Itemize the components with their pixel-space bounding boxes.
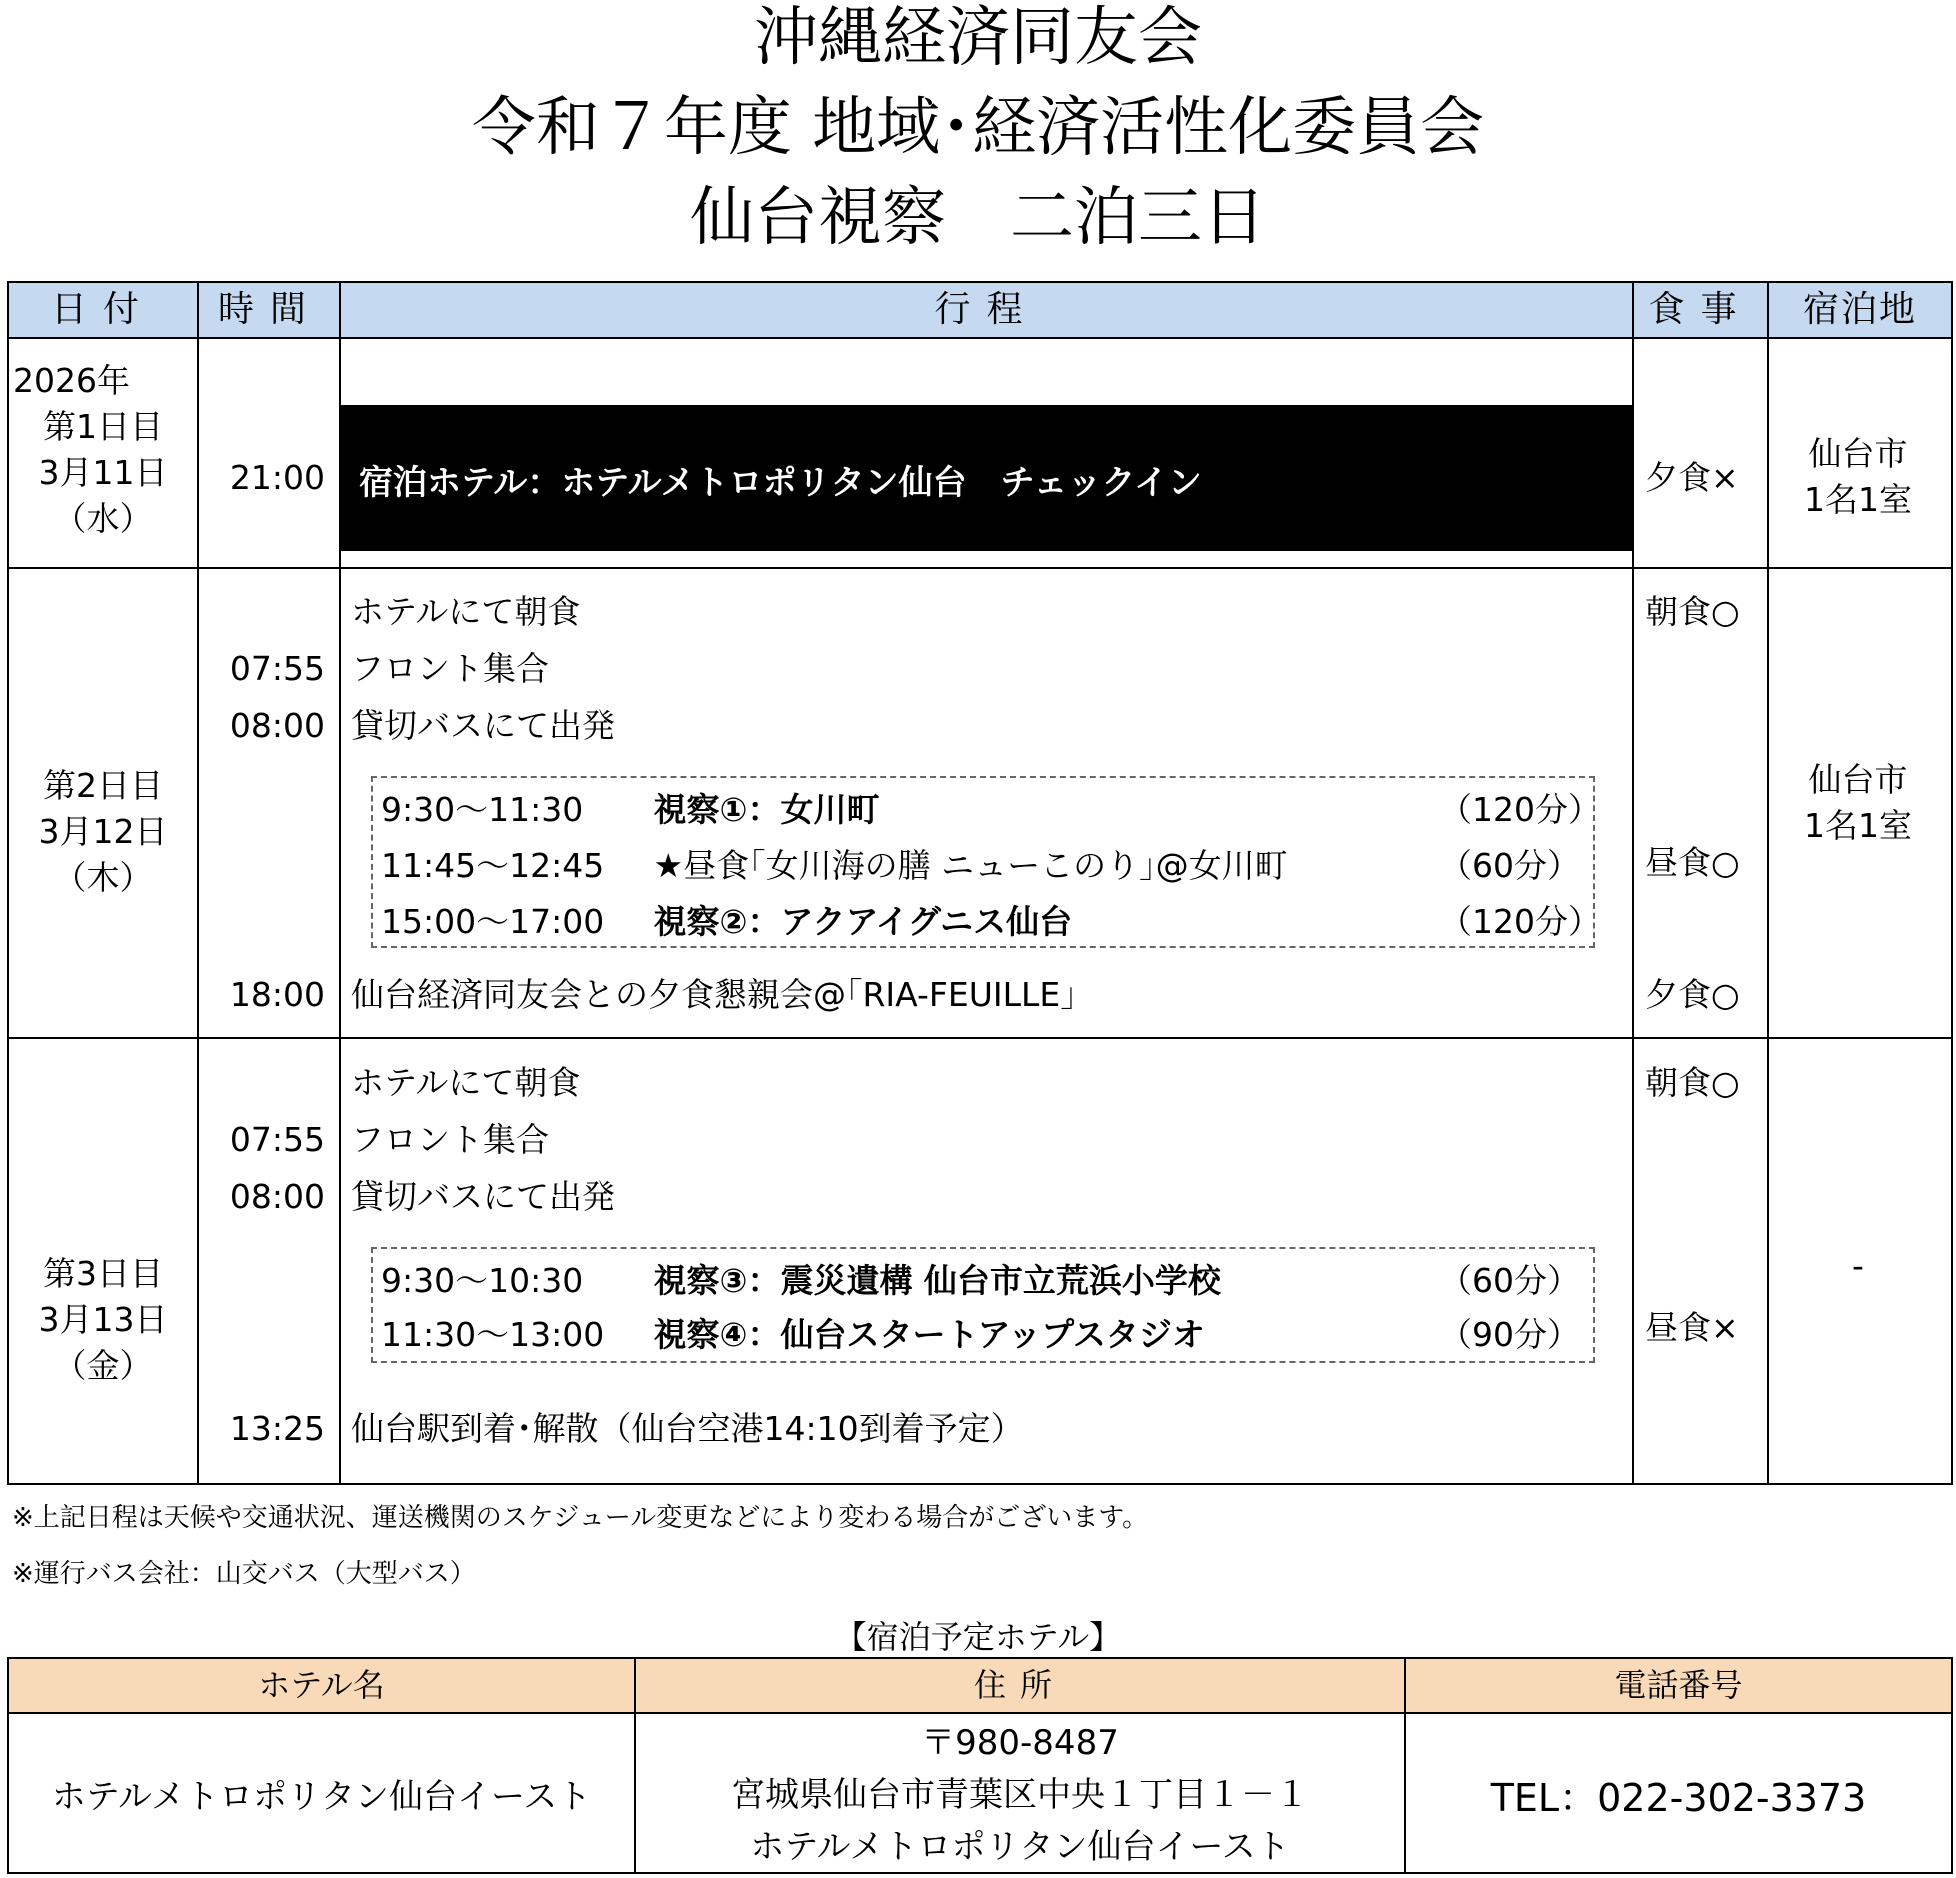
hotel-phone: TEL：022-302-3373 (1490, 1776, 1867, 1820)
visit-time: 9:30～11:30 (381, 790, 584, 829)
day3-meal-breakfast: 朝食○ (1645, 1063, 1740, 1102)
day2-meal-lunch: 昼食○ (1645, 843, 1740, 882)
day1-time: 21:00 (229, 458, 325, 497)
visit-label: 視察②：アクアイグニス仙台 (653, 902, 1073, 941)
day3-date (9, 1251, 197, 1389)
note-bus-company: ※運行バス会社：山交バス（大型バス） (12, 1559, 476, 1589)
day2-meal-breakfast: 朝食○ (1645, 592, 1740, 631)
day2-date (9, 763, 197, 901)
visit-duration: （120分） (1439, 902, 1601, 941)
hotel-building-name: ホテルメトロポリタン仙台イースト (750, 1827, 1290, 1867)
day1-lodging (1763, 431, 1953, 523)
day3-time-depart: 08:00 (229, 1177, 325, 1216)
hotel-header-row (9, 1659, 1951, 1714)
day2-lodging (1763, 757, 1953, 849)
title-line-2: 令和７年度 地域･経済活性化委員会 (471, 91, 1485, 165)
day2-lodging-room: 1名1室 (1804, 806, 1912, 845)
visit-duration: （90分） (1439, 1315, 1580, 1354)
day2-day-number: 第2日目 (43, 766, 163, 805)
visit-time: 15:00～17:00 (381, 902, 605, 941)
hotel-address (636, 1717, 1404, 1873)
day2-item-depart: 貸切バスにて出発 (351, 706, 615, 745)
hotel-column-divider (1404, 1659, 1406, 1872)
day3-item-breakfast: ホテルにて朝食 (351, 1063, 581, 1102)
day2-visit-row (381, 896, 1601, 943)
schedule-header-row (9, 283, 1951, 339)
visit-label: ★昼食｢女川海の膳 ニューこのり｣@女川町 (653, 846, 1288, 885)
day2-item-assembly: フロント集合 (351, 649, 549, 688)
day2-visit-row (381, 784, 1601, 831)
column-divider (1632, 283, 1634, 1483)
visit-time: 11:45～12:45 (381, 846, 605, 885)
header-itinerary: 行程 (934, 289, 1039, 330)
day1-day-date: 3月11日 (38, 453, 168, 492)
day2-visit-box (371, 776, 1601, 948)
day1-year: 2026年 (13, 361, 130, 400)
visit-duration: （60分） (1439, 1261, 1580, 1300)
visit-time: 9:30～10:30 (381, 1261, 584, 1300)
header-meal: 食事 (1648, 289, 1753, 330)
day2-item-dinner: 仙台経済同友会との夕食懇親会@｢RIA-FEUILLE｣ (351, 975, 1077, 1014)
title-line-3: 仙台視察 二泊三日 (690, 181, 1266, 255)
day3-time-arrival: 13:25 (229, 1409, 325, 1448)
day1-weekday: （水） (53, 499, 153, 538)
schedule-table (7, 281, 1953, 1485)
day2-lodging-city: 仙台市 (1808, 760, 1908, 799)
hotel-name: ホテルメトロポリタン仙台イースト (51, 1777, 592, 1817)
row-divider (9, 1037, 1951, 1039)
day3-visit-box (371, 1247, 1595, 1363)
visit-time: 11:30～13:00 (381, 1315, 605, 1354)
day2-time-assembly: 07:55 (229, 649, 325, 688)
day3-item-arrival: 仙台駅到着･解散（仙台空港14:10到着予定） (351, 1409, 1024, 1448)
day2-meal-dinner: 夕食○ (1645, 975, 1740, 1014)
day2-weekday: （木） (53, 858, 153, 897)
visit-label: 視察③：震災遺構 仙台市立荒浜小学校 (653, 1261, 1221, 1300)
visit-label: 視察④：仙台スタートアップスタジオ (653, 1315, 1205, 1354)
day3-time-assembly: 07:55 (229, 1120, 325, 1159)
column-divider (197, 283, 199, 1483)
day3-item-assembly: フロント集合 (351, 1120, 549, 1159)
day3-day-number: 第3日目 (43, 1254, 163, 1293)
day2-visit-row (381, 840, 1580, 887)
note-schedule-change: ※上記日程は天候や交通状況、運送機関のスケジュール変更などにより変わる場合がございます。 (12, 1503, 1149, 1533)
day3-weekday: （金） (53, 1346, 153, 1385)
header-date: 日付 (50, 289, 155, 330)
hotel-street-address: 宮城県仙台市青葉区中央１丁目１－１ (731, 1775, 1309, 1815)
visit-duration: （60分） (1439, 846, 1580, 885)
day1-day-number: 第1日目 (43, 407, 163, 446)
hotel-postal-code: 〒980-8487 (921, 1723, 1119, 1763)
hotel-table (7, 1657, 1953, 1874)
hotel-header-name: ホテル名 (258, 1666, 385, 1704)
day2-time-depart: 08:00 (229, 706, 325, 745)
day3-visit-row (381, 1309, 1580, 1356)
day1-lodging-city: 仙台市 (1808, 434, 1908, 473)
row-divider (9, 567, 1951, 569)
day3-item-depart: 貸切バスにて出発 (351, 1177, 615, 1216)
day1-date (9, 358, 197, 542)
day3-meal-lunch: 昼食× (1645, 1308, 1739, 1347)
day3-lodging: - (1852, 1246, 1864, 1285)
hotel-header-phone: 電話番号 (1614, 1666, 1743, 1704)
hotel-section-title: 【宿泊予定ホテル】 (834, 1618, 1122, 1656)
checkin-text: 宿泊ホテル：ホテルメトロポリタン仙台 チェックイン (359, 463, 1202, 503)
visit-label: 視察①：女川町 (653, 790, 880, 829)
visit-duration: （120分） (1439, 790, 1601, 829)
header-time: 時間 (217, 289, 322, 330)
hotel-header-address: 住所 (973, 1666, 1066, 1704)
day1-lodging-room: 1名1室 (1804, 480, 1912, 519)
day2-day-date: 3月12日 (38, 812, 168, 851)
checkin-highlight-bar (341, 405, 1632, 551)
day1-meal: 夕食× (1645, 458, 1739, 497)
day2-item-breakfast: ホテルにて朝食 (351, 592, 581, 631)
day3-visit-row (381, 1255, 1580, 1302)
day3-day-date: 3月13日 (38, 1300, 168, 1339)
day2-time-dinner: 18:00 (229, 975, 325, 1014)
header-lodging: 宿泊地 (1802, 289, 1917, 330)
title-line-1: 沖縄経済同友会 (754, 1, 1202, 75)
